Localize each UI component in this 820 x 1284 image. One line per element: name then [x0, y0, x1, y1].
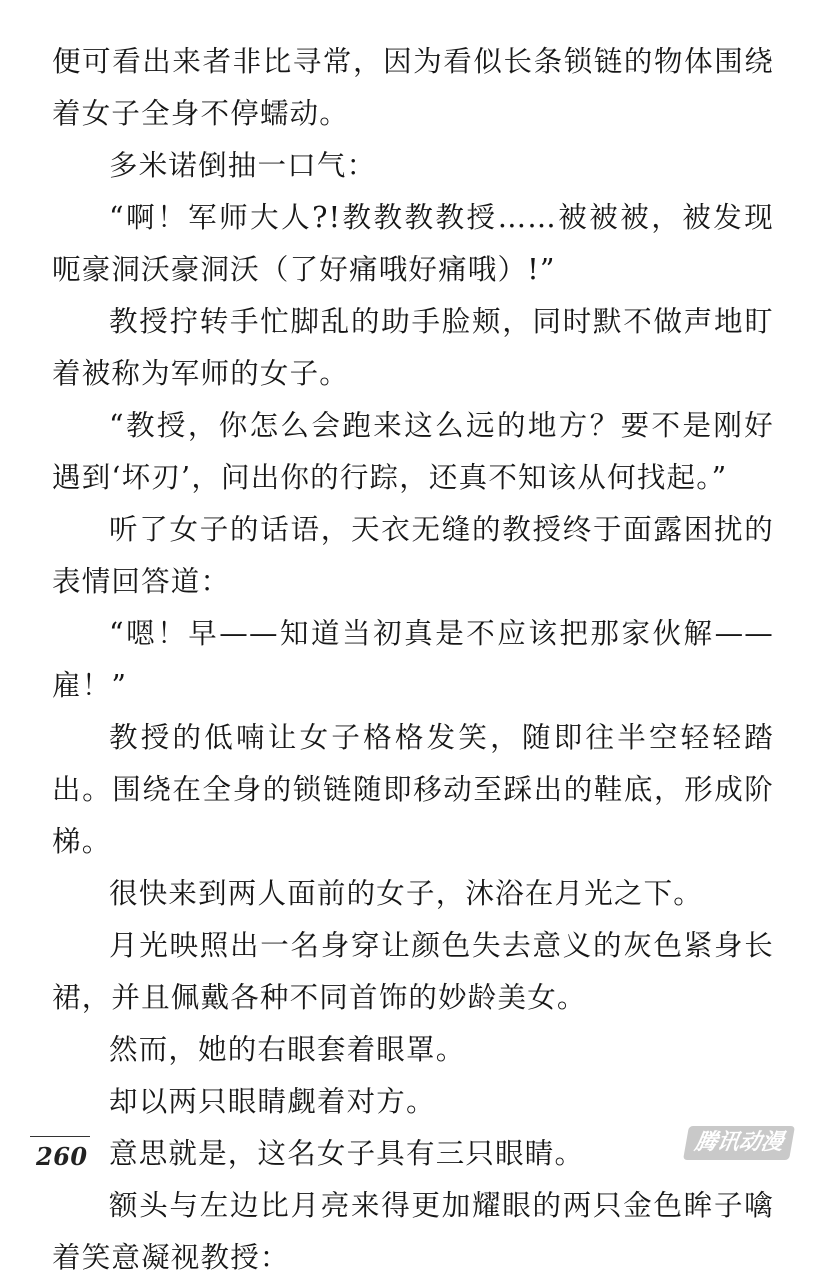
body-text [52, 36, 774, 1284]
paragraph: 却以两只眼睛觑着对方。 [109, 1085, 436, 1118]
paragraph: 多米诺倒抽一口气： [109, 149, 377, 182]
paragraph: 然而，她的右眼套着眼罩。 [109, 1033, 466, 1066]
paragraph: 教授拧转手忙脚乱的助手脸颊，同时默不做声地盯着被称为军师的女子。 [52, 305, 774, 390]
paragraph: “啊！军师大人?!教教教教授……被被被，被发现呃豪洞沃豪洞沃（了好痛哦好痛哦）!” [52, 201, 774, 286]
footer-rule [30, 1136, 90, 1137]
paragraph: “嗯！早——知道当初真是不应该把那家伙解——雇！” [52, 617, 774, 702]
paragraph: 便可看出来者非比寻常，因为看似长条锁链的物体围绕着女子全身不停蠕动。 [52, 45, 774, 130]
paragraph: 意思就是，这名女子具有三只眼睛。 [109, 1137, 585, 1170]
paragraph: 很快来到两人面前的女子，沐浴在月光之下。 [109, 877, 704, 910]
paragraph: 教授的低喃让女子格格发笑，随即往半空轻轻踏出。围绕在全身的锁链随即移动至踩出的鞋底，形成阶梯。 [52, 721, 774, 858]
paragraph: 额头与左边比月亮来得更加耀眼的两只金色眸子噙着笑意凝视教授： [52, 1189, 774, 1274]
paragraph: “教授，你怎么会跑来这么远的地方？要不是刚好遇到‘坏刃’，问出你的行踪，还真不知该从何找起。” [52, 409, 774, 494]
page-number: 260 [36, 1142, 88, 1171]
paragraph: 月光映照出一名身穿让颜色失去意义的灰色紧身长裙，并且佩戴各种不同首饰的妙龄美女。 [52, 929, 774, 1014]
watermark-logo: 腾讯动漫 [683, 1126, 795, 1160]
paragraph: 听了女子的话语，天衣无缝的教授终于面露困扰的表情回答道： [52, 513, 774, 598]
